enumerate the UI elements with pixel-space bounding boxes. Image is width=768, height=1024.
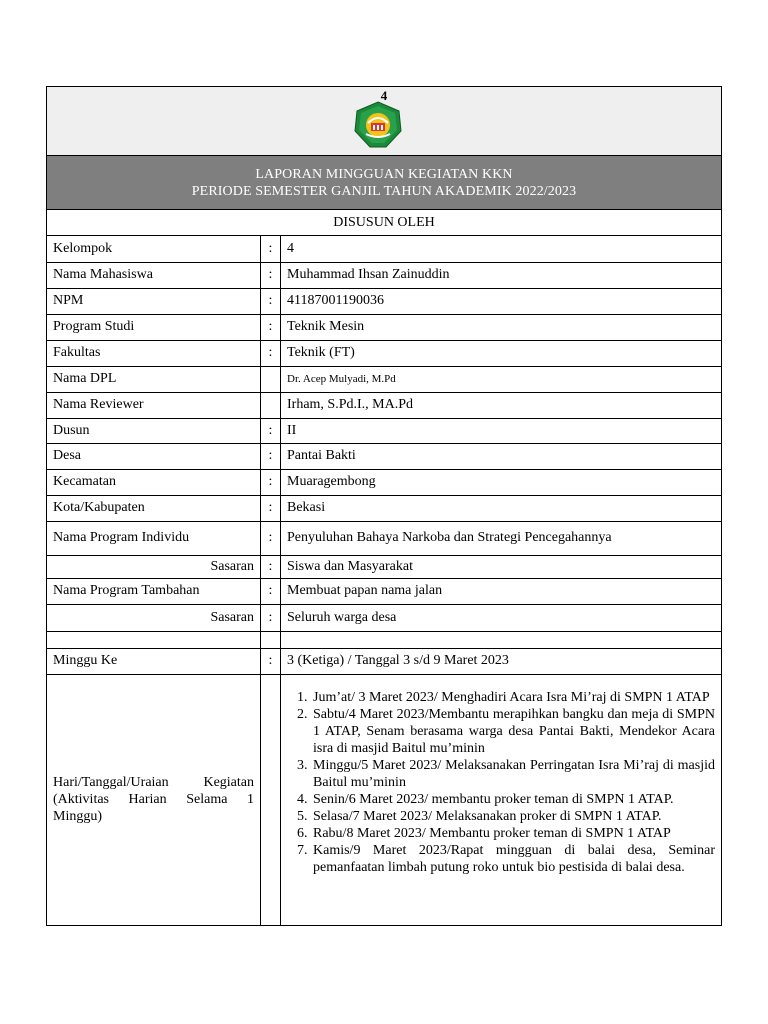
activities-row [47,674,721,925]
field-label: Dusun [47,418,261,443]
page-number: 4 [380,88,388,103]
field-value: Dr. Acep Mulyadi, M.Pd [281,366,722,392]
field-value: II [281,418,722,443]
list-item: 2. Sabtu/4 Maret 2023/Membantu merapihkan bangku dan meja di SMPN 1 ATAP, Senam berasama warga desa Pantai Bakti, Mendekor Acara isra di masjid Baitul mu’minin [311,706,715,757]
report-title [47,156,721,210]
field-value: Membuat papan nama jalan [281,578,722,604]
activities-label: Hari/Tanggal/Uraian Kegiatan (Aktivitas Harian Selama 1 Minggu) [47,674,261,925]
field-label: Nama Mahasiswa [47,262,261,288]
table-row [47,495,721,521]
field-colon [261,366,281,392]
table-row [47,366,721,392]
list-item: 1. Jum’at/ 3 Maret 2023/ Menghadiri Acara Isra Mi’raj di SMPN 1 ATAP [311,689,715,706]
field-label: Nama Program Tambahan [47,578,261,604]
field-colon: : [261,262,281,288]
field-label: Sasaran [47,555,261,578]
table-row [47,443,721,469]
list-item: 5. Selasa/7 Maret 2023/ Melaksanakan proker di SMPN 1 ATAP. [311,808,715,825]
field-label: Nama Program Individu [47,521,261,555]
field-colon [261,392,281,418]
table-row [47,648,721,674]
field-colon: : [261,604,281,631]
field-value: Penyuluhan Bahaya Narkoba dan Strategi Pencegahannya [281,521,722,555]
field-value: 3 (Ketiga) / Tanggal 3 s/d 9 Maret 2023 [281,648,722,674]
field-colon: : [261,648,281,674]
field-label: Sasaran [47,604,261,631]
field-label [47,631,261,648]
table-row [47,314,721,340]
table-row [47,340,721,366]
list-item: 4. Senin/6 Maret 2023/ membantu proker teman di SMPN 1 ATAP. [311,791,715,808]
field-label: Nama Reviewer [47,392,261,418]
field-label: Fakultas [47,340,261,366]
field-value: 41187001190036 [281,288,722,314]
field-colon: : [261,578,281,604]
field-colon: : [261,340,281,366]
field-value: 4 [281,236,722,262]
field-value: Pantai Bakti [281,443,722,469]
field-colon [261,674,281,925]
field-label: Kecamatan [47,469,261,495]
field-value: Seluruh warga desa [281,604,722,631]
field-value: Muhammad Ihsan Zainuddin [281,262,722,288]
field-label: Minggu Ke [47,648,261,674]
table-row [47,288,721,314]
list-item: 6. Rabu/8 Maret 2023/ Membantu proker teman di SMPN 1 ATAP [311,825,715,842]
activities-cell [281,674,722,925]
field-colon: : [261,418,281,443]
field-value: Teknik Mesin [281,314,722,340]
table-row [47,521,721,555]
title-line-1: LAPORAN MINGGUAN KEGIATAN KKN [255,167,513,182]
title-line-2: PERIODE SEMESTER GANJIL TAHUN AKADEMIK 2022/2023 [191,184,577,199]
field-value: Muaragembong [281,469,722,495]
table-row-empty [47,631,721,648]
university-crest-icon [353,101,403,149]
table-row [47,236,721,262]
field-value: Bekasi [281,495,722,521]
table-row [47,555,721,578]
field-colon: : [261,469,281,495]
field-colon: : [261,443,281,469]
field-colon: : [261,314,281,340]
field-label: Nama DPL [47,366,261,392]
table-row [47,469,721,495]
field-value [281,631,722,648]
identity-table [47,236,721,925]
table-row [47,578,721,604]
field-colon: : [261,555,281,578]
activities-list [287,689,715,876]
field-label: Kota/Kabupaten [47,495,261,521]
list-item: 3. Minggu/5 Maret 2023/ Melaksanakan Perringatan Isra Mi’raj di masjid Baitul mu’minin [311,757,715,791]
subtitle: DISUSUN OLEH [47,210,721,236]
field-colon [261,631,281,648]
table-row [47,392,721,418]
logo-row [47,87,721,156]
report-frame [46,86,722,926]
field-label: Desa [47,443,261,469]
field-label: NPM [47,288,261,314]
field-value: Irham, S.Pd.I., MA.Pd [281,392,722,418]
field-colon: : [261,495,281,521]
table-row [47,604,721,631]
field-value: Siswa dan Masyarakat [281,555,722,578]
field-colon: : [261,288,281,314]
list-item: 7. Kamis/9 Maret 2023/Rapat mingguan di balai desa, Seminar pemanfaatan limbah putung roko untuk bio pestisida di balai desa. [311,842,715,876]
field-value: Teknik (FT) [281,340,722,366]
field-label: Program Studi [47,314,261,340]
table-row [47,262,721,288]
field-colon: : [261,521,281,555]
field-colon: : [261,236,281,262]
table-row [47,418,721,443]
field-label: Kelompok [47,236,261,262]
